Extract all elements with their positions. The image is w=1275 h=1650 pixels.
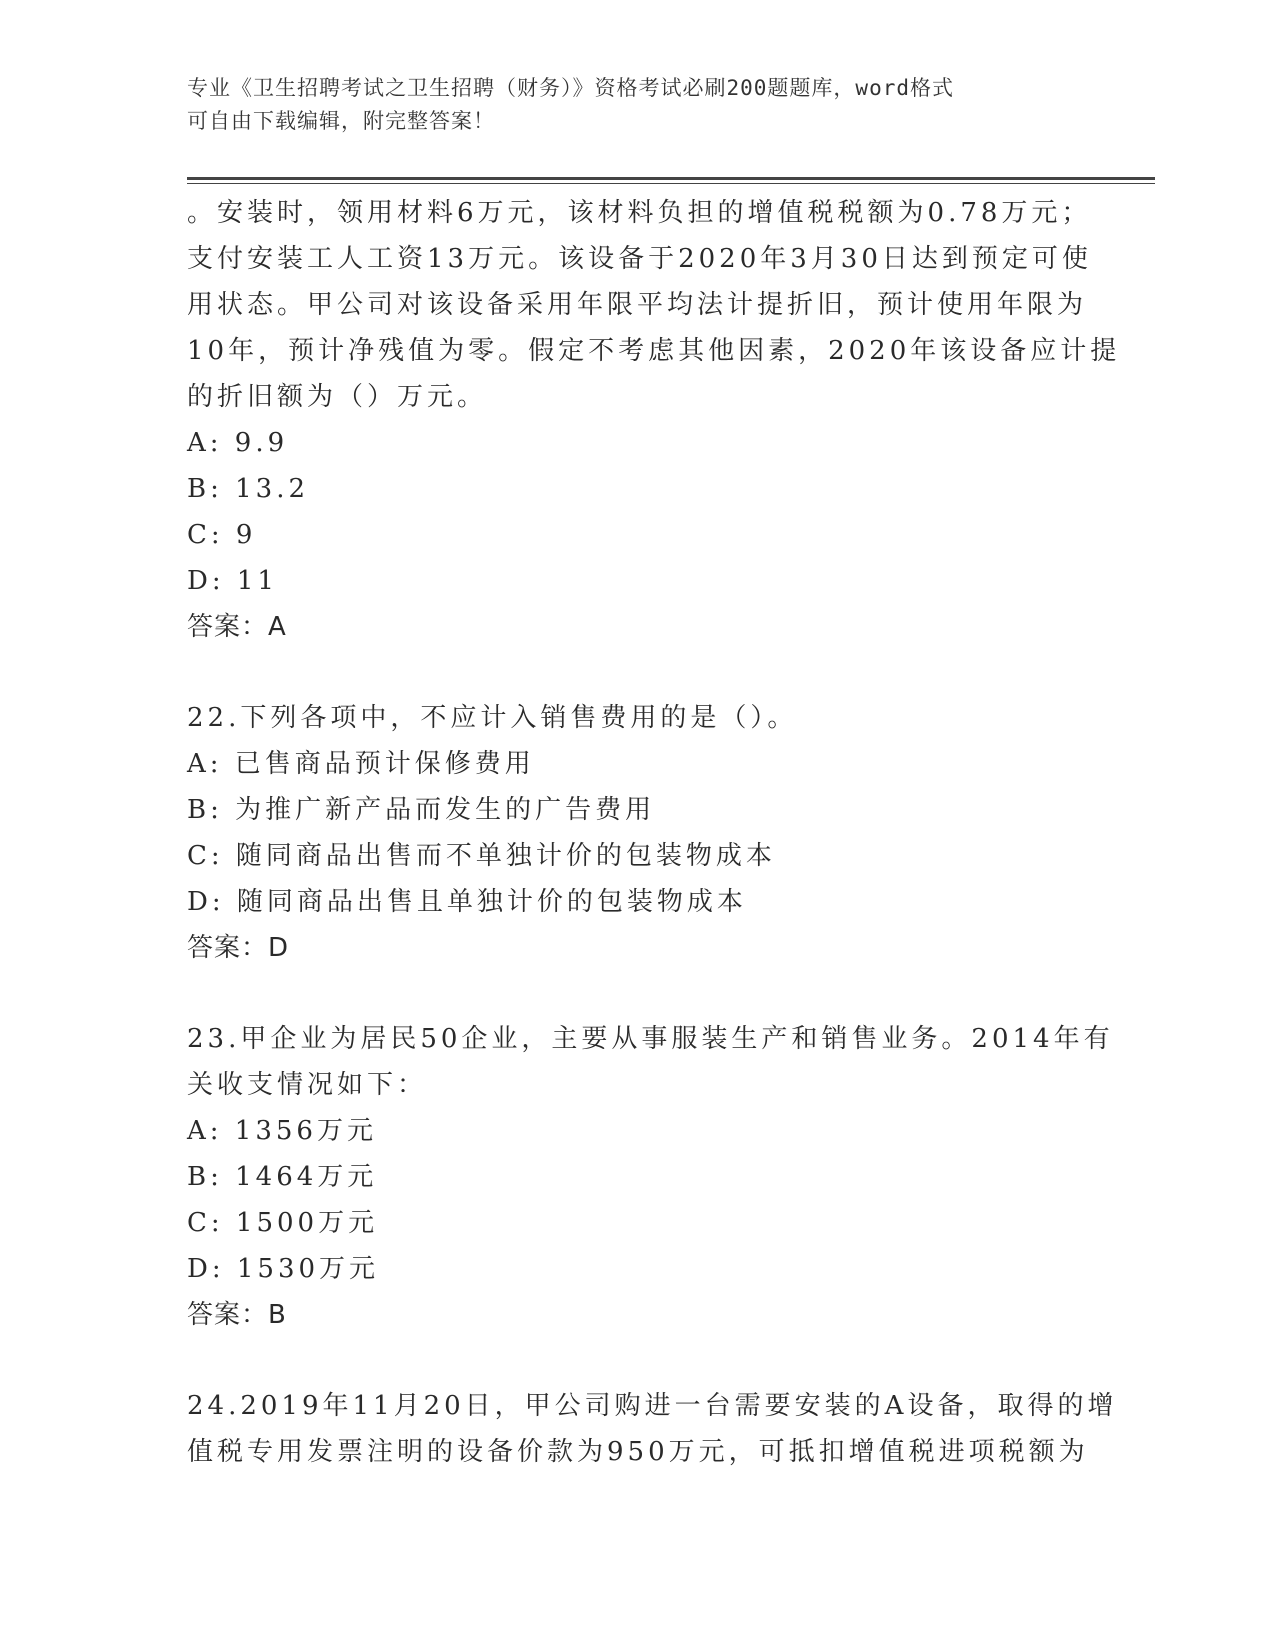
option-b: B: 为推广新产品而发生的广告费用 bbox=[187, 795, 656, 825]
option-c: C: 9 bbox=[187, 520, 257, 550]
option-d: D: 11 bbox=[187, 566, 278, 596]
option-a: A: 1356万元 bbox=[187, 1116, 377, 1146]
option-a: A: 已售商品预计保修费用 bbox=[187, 749, 535, 779]
question-text-line: 值税专用发票注明的设备价款为950万元，可抵扣增值税进项税额为 bbox=[187, 1437, 1089, 1467]
header-title-line-2: 可自由下载编辑，附完整答案！ bbox=[187, 109, 495, 133]
question-22 bbox=[187, 695, 1087, 971]
option-c: C: 1500万元 bbox=[187, 1208, 379, 1238]
question-list bbox=[187, 190, 1121, 1475]
option-b: B: 1464万元 bbox=[187, 1162, 378, 1192]
option-d: D: 随同商品出售且单独计价的包装物成本 bbox=[187, 887, 747, 917]
header-title-line-1: 专业《卫生招聘考试之卫生招聘（财务）》资格考试必刷200题题库，word格式 bbox=[187, 76, 954, 100]
question-text-line: 24.2019年11月20日，甲公司购进一台需要安装的A设备，取得的增 bbox=[187, 1391, 1118, 1421]
question-text-line: 。安装时，领用材料6万元，该材料负担的增值税税额为0.78万元； bbox=[187, 198, 1092, 228]
question-23 bbox=[187, 1016, 1114, 1338]
question-21 bbox=[187, 190, 1121, 650]
question-text-line: 用状态。甲公司对该设备采用年限平均法计提折旧，预计使用年限为 bbox=[187, 290, 1088, 320]
answer-label: 答案：D bbox=[187, 933, 290, 963]
answer-label: 答案：B bbox=[187, 1300, 287, 1330]
option-d: D: 1530万元 bbox=[187, 1254, 380, 1284]
document-header bbox=[187, 72, 1087, 138]
question-text-line: 支付安装工人工资13万元。该设备于2020年3月30日达到预定可使 bbox=[187, 244, 1092, 274]
option-c: C: 随同商品出售而不单独计价的包装物成本 bbox=[187, 841, 776, 871]
question-spacer bbox=[187, 1338, 1087, 1383]
question-text-line: 关收支情况如下： bbox=[187, 1070, 428, 1100]
header-divider-thick bbox=[187, 177, 1155, 180]
question-text-line: 23.甲企业为居民50企业，主要从事服装生产和销售业务。2014年有 bbox=[187, 1024, 1114, 1054]
question-spacer bbox=[187, 650, 1087, 695]
header-divider-thin bbox=[187, 183, 1155, 184]
option-a: A: 9.9 bbox=[187, 428, 289, 458]
question-text-line: 的折旧额为（）万元。 bbox=[187, 382, 488, 412]
question-24 bbox=[187, 1383, 1118, 1475]
question-text-line: 22.下列各项中，不应计入销售费用的是（）。 bbox=[187, 703, 798, 733]
question-text-line: 10年，预计净残值为零。假定不考虑其他因素，2020年该设备应计提 bbox=[187, 336, 1121, 366]
answer-label: 答案：A bbox=[187, 612, 287, 642]
question-spacer bbox=[187, 971, 1087, 1016]
option-b: B: 13.2 bbox=[187, 474, 310, 504]
